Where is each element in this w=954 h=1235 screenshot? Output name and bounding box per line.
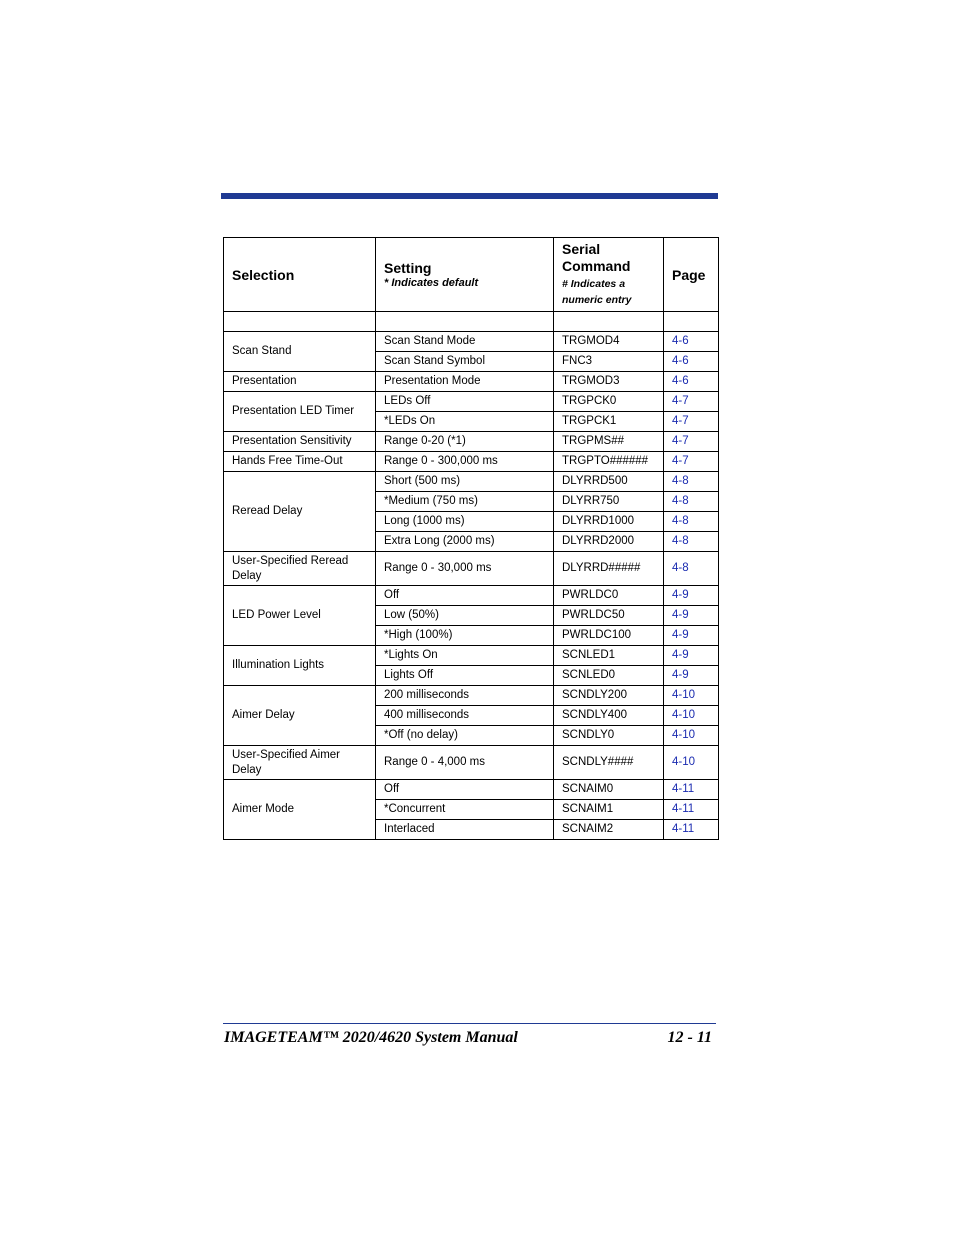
page-link[interactable]: 4-8 <box>664 512 719 532</box>
command-cell: SCNAIM2 <box>554 820 664 840</box>
page-link[interactable]: 4-6 <box>664 372 719 392</box>
command-cell: SCNLED1 <box>554 646 664 666</box>
command-cell: TRGPMS## <box>554 432 664 452</box>
selection-cell: Illumination Lights <box>224 646 376 686</box>
setting-cell: Scan Stand Mode <box>376 332 554 352</box>
page-link[interactable]: 4-9 <box>664 606 719 626</box>
command-table <box>223 237 719 840</box>
footer-manual-title: IMAGETEAM™ 2020/4620 System Manual <box>224 1029 518 1046</box>
command-cell: TRGMOD4 <box>554 332 664 352</box>
setting-cell: Low (50%) <box>376 606 554 626</box>
setting-cell: Presentation Mode <box>376 372 554 392</box>
header-page: Page <box>664 238 719 312</box>
table-header-row <box>224 238 719 312</box>
page-link[interactable]: 4-6 <box>664 332 719 352</box>
setting-cell: Short (500 ms) <box>376 472 554 492</box>
command-cell: FNC3 <box>554 352 664 372</box>
setting-cell: Interlaced <box>376 820 554 840</box>
selection-cell: Presentation LED Timer <box>224 392 376 432</box>
table-row <box>224 646 719 666</box>
command-cell: DLYRRD1000 <box>554 512 664 532</box>
selection-cell: User-Specified Aimer Delay <box>224 746 376 780</box>
page-link[interactable]: 4-9 <box>664 626 719 646</box>
selection-cell: Presentation Sensitivity <box>224 432 376 452</box>
command-cell: SCNDLY#### <box>554 746 664 780</box>
table-row <box>224 552 719 586</box>
page-link[interactable]: 4-10 <box>664 746 719 780</box>
header-selection: Selection <box>224 238 376 312</box>
header-serial-note: # Indicates a numeric entry <box>562 278 632 306</box>
page-link[interactable]: 4-10 <box>664 726 719 746</box>
page-link[interactable]: 4-8 <box>664 532 719 552</box>
table-row <box>224 452 719 472</box>
command-cell: PWRLDC50 <box>554 606 664 626</box>
page-link[interactable]: 4-11 <box>664 800 719 820</box>
page-link[interactable]: 4-9 <box>664 666 719 686</box>
page-link[interactable]: 4-8 <box>664 552 719 586</box>
selection-cell: Hands Free Time-Out <box>224 452 376 472</box>
setting-cell: *Lights On <box>376 646 554 666</box>
setting-cell: Long (1000 ms) <box>376 512 554 532</box>
header-setting: Setting * Indicates default <box>376 238 554 312</box>
footer-rule <box>223 1023 716 1024</box>
table-row <box>224 780 719 800</box>
table-row <box>224 472 719 492</box>
setting-cell: Scan Stand Symbol <box>376 352 554 372</box>
command-cell: TRGPCK1 <box>554 412 664 432</box>
command-cell: TRGPTO###### <box>554 452 664 472</box>
command-cell: PWRLDC0 <box>554 586 664 606</box>
selection-cell: LED Power Level <box>224 586 376 646</box>
selection-cell: Aimer Delay <box>224 686 376 746</box>
setting-cell: LEDs Off <box>376 392 554 412</box>
table-row <box>224 686 719 706</box>
command-cell: TRGMOD3 <box>554 372 664 392</box>
command-cell: SCNDLY400 <box>554 706 664 726</box>
header-serial-command: Serial Command # Indicates a numeric entry <box>554 238 664 312</box>
setting-cell: Lights Off <box>376 666 554 686</box>
command-cell: DLYRRD##### <box>554 552 664 586</box>
command-cell: DLYRRD500 <box>554 472 664 492</box>
command-cell: TRGPCK0 <box>554 392 664 412</box>
command-cell: SCNDLY0 <box>554 726 664 746</box>
command-cell: DLYRRD2000 <box>554 532 664 552</box>
table-row <box>224 372 719 392</box>
setting-cell: *Medium (750 ms) <box>376 492 554 512</box>
command-cell: PWRLDC100 <box>554 626 664 646</box>
table-row <box>224 746 719 780</box>
setting-cell: *High (100%) <box>376 626 554 646</box>
page-link[interactable]: 4-10 <box>664 686 719 706</box>
setting-cell: Extra Long (2000 ms) <box>376 532 554 552</box>
command-cell: SCNDLY200 <box>554 686 664 706</box>
page-link[interactable]: 4-8 <box>664 492 719 512</box>
table-row <box>224 432 719 452</box>
setting-cell: Range 0 - 4,000 ms <box>376 746 554 780</box>
page-link[interactable]: 4-11 <box>664 780 719 800</box>
page-link[interactable]: 4-9 <box>664 646 719 666</box>
setting-cell: 400 milliseconds <box>376 706 554 726</box>
selection-cell: User-Specified Reread Delay <box>224 552 376 586</box>
setting-cell: 200 milliseconds <box>376 686 554 706</box>
command-cell: SCNAIM1 <box>554 800 664 820</box>
setting-cell: Range 0 - 300,000 ms <box>376 452 554 472</box>
page-link[interactable]: 4-6 <box>664 352 719 372</box>
setting-cell: Off <box>376 586 554 606</box>
page-link[interactable]: 4-8 <box>664 472 719 492</box>
page-link[interactable]: 4-9 <box>664 586 719 606</box>
command-cell: DLYRR750 <box>554 492 664 512</box>
page-link[interactable]: 4-7 <box>664 432 719 452</box>
command-cell: SCNLED0 <box>554 666 664 686</box>
setting-cell: Off <box>376 780 554 800</box>
setting-cell: *LEDs On <box>376 412 554 432</box>
table-row <box>224 392 719 412</box>
setting-cell: *Off (no delay) <box>376 726 554 746</box>
header-setting-note: * Indicates default <box>384 277 479 289</box>
setting-cell: Range 0 - 30,000 ms <box>376 552 554 586</box>
selection-cell: Presentation <box>224 372 376 392</box>
footer-page-number: 12 - 11 <box>667 1029 712 1046</box>
selection-cell: Reread Delay <box>224 472 376 552</box>
header-rule <box>221 193 718 199</box>
setting-cell: Range 0-20 (*1) <box>376 432 554 452</box>
table-row <box>224 332 719 352</box>
table-row <box>224 586 719 606</box>
page-link[interactable]: 4-7 <box>664 412 719 432</box>
page-link[interactable]: 4-11 <box>664 820 719 840</box>
setting-cell: *Concurrent <box>376 800 554 820</box>
page-link[interactable]: 4-7 <box>664 452 719 472</box>
page-link[interactable]: 4-7 <box>664 392 719 412</box>
selection-cell: Aimer Mode <box>224 780 376 840</box>
page-link[interactable]: 4-10 <box>664 706 719 726</box>
selection-cell: Scan Stand <box>224 332 376 372</box>
command-cell: SCNAIM0 <box>554 780 664 800</box>
